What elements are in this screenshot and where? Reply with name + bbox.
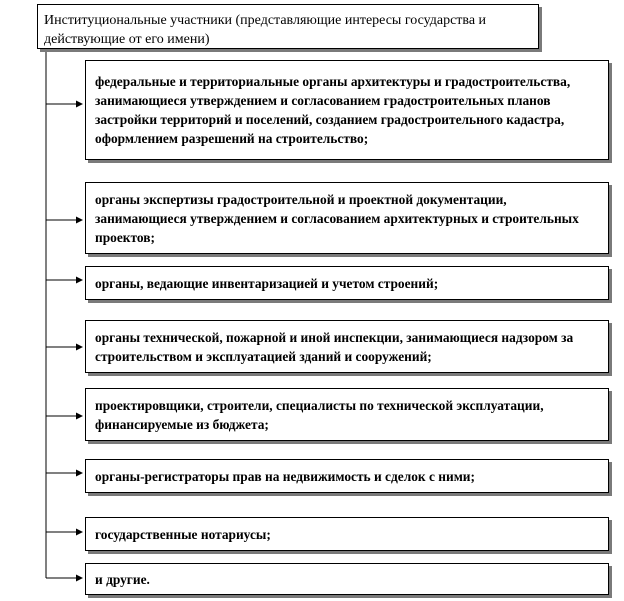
participant-label: органы экспертизы градостроительной и проектной документации, занимающиеся утверждением и согласованием архитектурных и строительных проектов; xyxy=(95,191,579,245)
root-box xyxy=(37,4,539,49)
participant-box-notaries xyxy=(85,517,609,551)
participant-label: федеральные и территориальные органы архитектуры и градостроительства, занимающиеся утверждением и согласованием градостроительных планов застройки территорий и поселений, созданием градостроительного кадастра, оформлением разрешений на строительство; xyxy=(95,74,571,146)
participant-label: и другие. xyxy=(95,571,150,587)
participant-box-inventory-organs xyxy=(85,266,609,300)
participant-box-inspection-organs xyxy=(85,320,609,373)
participant-label: органы-регистраторы прав на недвижимость и сделок с ними; xyxy=(95,468,475,484)
participant-box-budget-specialists xyxy=(85,388,609,441)
participant-label: органы, ведающие инвентаризацией и учетом строений; xyxy=(95,275,439,291)
participant-label: органы технической, пожарной и иной инспекции, занимающиеся надзором за строительством и эксплуатацией зданий и сооружений; xyxy=(95,329,574,364)
participant-box-expertise-organs xyxy=(85,182,609,254)
root-label: Институциональные участники (представляющие интересы государства и действующие от его имени) xyxy=(44,13,487,47)
participant-box-architecture-organs xyxy=(85,60,609,160)
participant-box-registrars xyxy=(85,459,609,493)
participant-label: государственные нотариусы; xyxy=(95,526,271,542)
participant-box-others xyxy=(85,563,609,595)
participant-label: проектировщики, строители, специалисты по технической эксплуатации, финансируемые из бюджета; xyxy=(95,397,544,432)
